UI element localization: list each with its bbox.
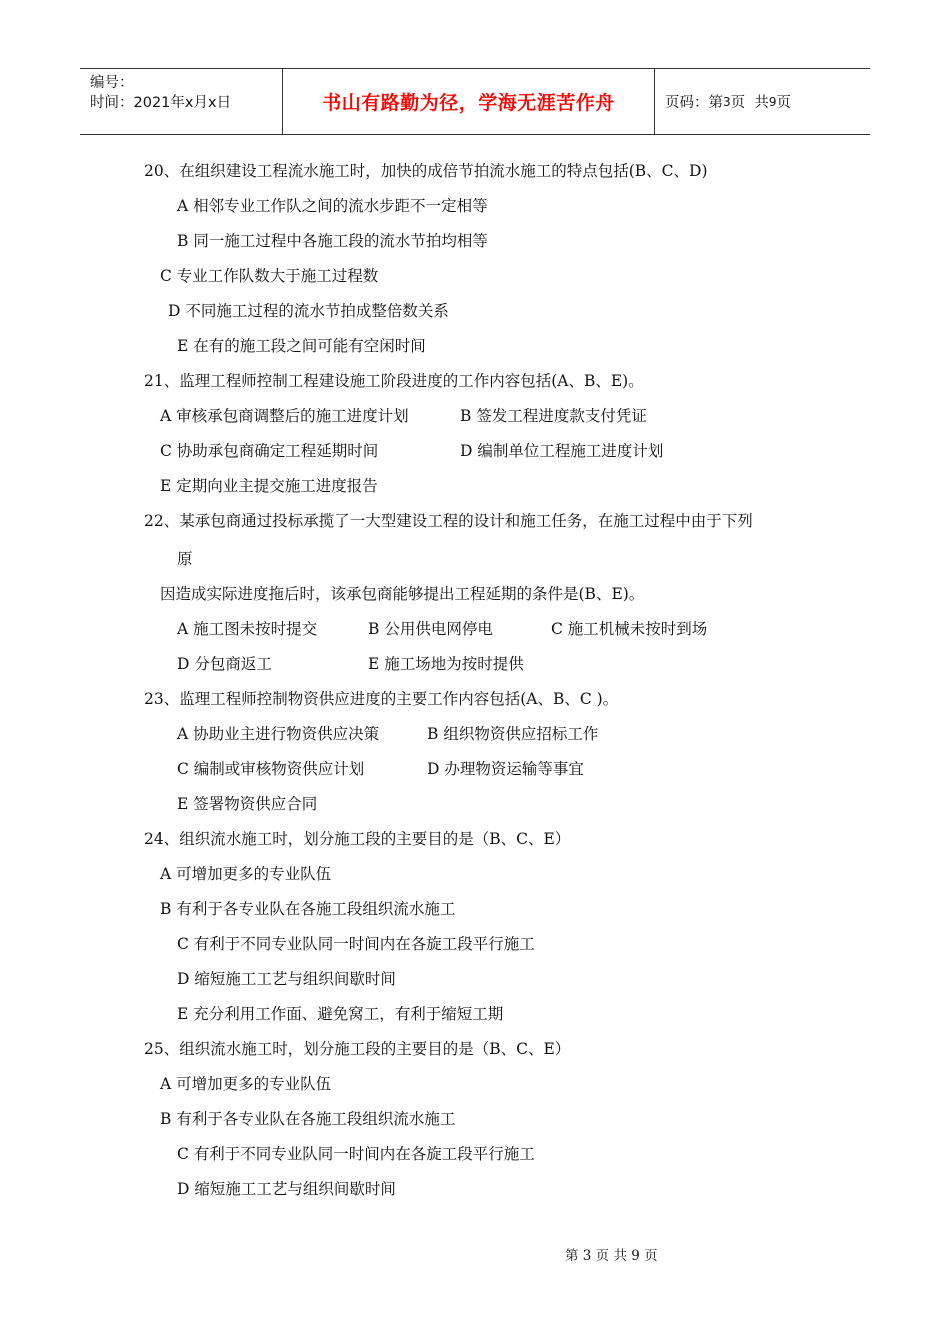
- q23-option-b: B 组织物资供应招标工作: [427, 725, 599, 743]
- q21-option-b: B 签发工程进度款支付凭证: [460, 407, 647, 425]
- header-code-label: 编号：: [90, 75, 134, 91]
- header-time-label: 时间：2021年x月x日: [90, 95, 232, 111]
- header-page-info: [655, 69, 870, 134]
- q22-option-e: E 施工场地为按时提供: [368, 655, 524, 673]
- header-page-num: 3: [723, 94, 731, 109]
- question-20: 20、在组织建设工程流水施工时，加快的成倍节拍流水施工的特点包括(B、C、D): [144, 162, 708, 180]
- q25-option-a: A 可增加更多的专业队伍: [160, 1075, 332, 1093]
- question-23: 23、监理工程师控制物资供应进度的主要工作内容包括(A、B、C )。: [144, 690, 619, 708]
- q25-option-d: D 缩短施工工艺与组织间歇时间: [177, 1180, 396, 1198]
- question-22-wrap: 原: [177, 550, 193, 568]
- q25-option-c: C 有利于不同专业队同一时间内在各旋工段平行施工: [177, 1145, 535, 1163]
- q21-option-c: C 协助承包商确定工程延期时间: [160, 442, 379, 460]
- q20-option-d: D 不同施工过程的流水节拍成整倍数关系: [168, 302, 449, 320]
- q22-option-d: D 分包商返工: [177, 655, 272, 673]
- q22-option-b: B 公用供电网停电: [368, 620, 493, 638]
- q21-option-e: E 定期向业主提交施工进度报告: [160, 477, 378, 495]
- q21-option-a: A 审核承包商调整后的施工进度计划: [160, 407, 409, 425]
- q20-option-a: A 相邻专业工作队之间的流水步距不一定相等: [177, 197, 488, 215]
- question-22-cont: 因造成实际进度拖后时，该承包商能够提出工程延期的条件是(B、E)。: [160, 585, 645, 603]
- q23-option-e: E 签署物资供应合同: [177, 795, 318, 813]
- header-motto: 书山有路勤为径，学海无涯苦作舟: [282, 69, 655, 134]
- header-page-suffix: 页: [776, 95, 791, 111]
- q25-option-b: B 有利于各专业队在各施工段组织流水施工: [160, 1110, 456, 1128]
- q22-option-a: A 施工图未按时提交: [177, 620, 318, 638]
- question-25: 25、组织流水施工时，划分施工段的主要目的是（B、C、E）: [144, 1040, 571, 1058]
- page-header: [80, 68, 870, 135]
- header-meta: [80, 69, 282, 134]
- q22-option-c: C 施工机械未按时到场: [551, 620, 708, 638]
- header-page-total: 9: [768, 94, 777, 109]
- q24-option-b: B 有利于各专业队在各施工段组织流水施工: [160, 900, 456, 918]
- q23-option-a: A 协助业主进行物资供应决策: [177, 725, 380, 743]
- q24-option-a: A 可增加更多的专业队伍: [160, 865, 332, 883]
- q21-option-d: D 编制单位工程施工进度计划: [460, 442, 664, 460]
- q20-option-b: B 同一施工过程中各施工段的流水节拍均相等: [177, 232, 488, 250]
- question-24: 24、组织流水施工时，划分施工段的主要目的是（B、C、E）: [144, 830, 571, 848]
- q23-option-c: C 编制或审核物资供应计划: [177, 760, 365, 778]
- q23-option-d: D 办理物资运输等事宜: [427, 760, 584, 778]
- q20-option-e: E 在有的施工段之间可能有空闲时间: [177, 337, 426, 355]
- header-page-mid: 页 共: [730, 95, 769, 111]
- q24-option-e: E 充分利用工作面、避免窝工，有利于缩短工期: [177, 1005, 504, 1023]
- header-page-prefix: 页码：第: [665, 95, 723, 111]
- question-21: 21、监理工程师控制工程建设施工阶段进度的工作内容包括(A、B、E)。: [144, 372, 644, 390]
- q24-option-c: C 有利于不同专业队同一时间内在各旋工段平行施工: [177, 935, 535, 953]
- question-22: 22、某承包商通过投标承揽了一大型建设工程的设计和施工任务，在施工过程中由于下列: [144, 512, 753, 530]
- q24-option-d: D 缩短施工工艺与组织间歇时间: [177, 970, 396, 988]
- footer-page-number: 第 3 页 共 9 页: [565, 1248, 658, 1264]
- q20-option-c: C 专业工作队数大于施工过程数: [160, 267, 379, 285]
